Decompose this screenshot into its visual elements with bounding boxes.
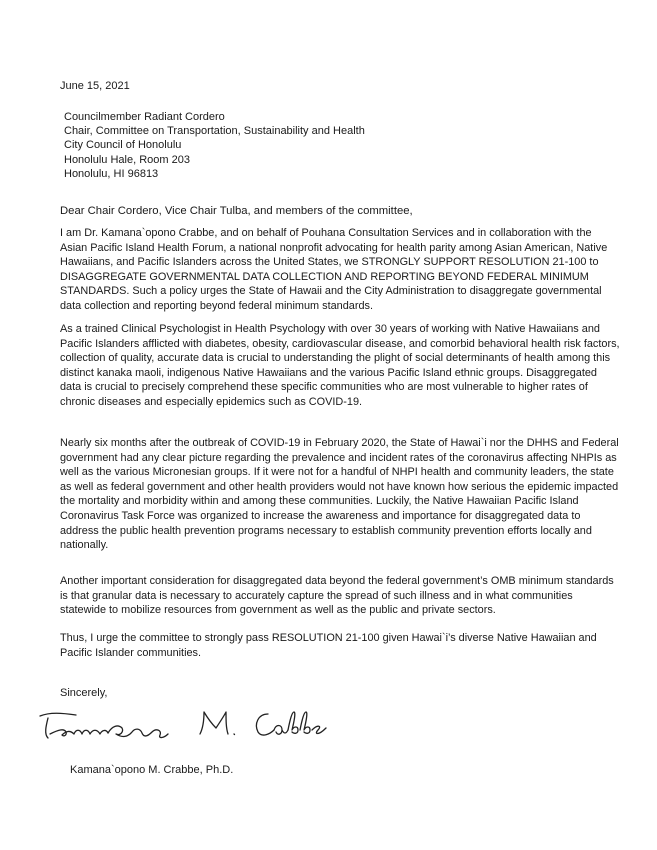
recipient-address xyxy=(64,110,624,181)
body-paragraph-2: As a trained Clinical Psychologist in Health Psychology with over 30 years of working with Native Hawaiians and Pacific Islanders afflicted with diabetes, obesity, cardiovascular disease, and comorbid behavioral health risk factors, collection of quality, accurate data is crucial to understanding the plight of social determinants of health among this distinct kanaka maoli, indigenous Native Hawaiians and the various Pacific Island ethnic groups. Disaggregated data is crucial to precisely comprehend these specific communities who are most vulnerable to higher rates of chronic diseases and especially epidemics such as COVID-19. xyxy=(60,323,620,408)
letter-date: June 15, 2021 xyxy=(60,80,130,92)
recipient-name: Councilmember Radiant Cordero xyxy=(64,111,225,123)
body-paragraph-5: Thus, I urge the committee to strongly pass RESOLUTION 21-100 given Hawai`i’s diverse Native Hawaiian and Pacific Islander communities. xyxy=(60,632,597,659)
salutation: Dear Chair Cordero, Vice Chair Tulba, and members of the committee, xyxy=(60,205,413,217)
handwritten-signature xyxy=(36,704,336,754)
recipient-building: Honolulu Hale, Room 203 xyxy=(64,153,190,166)
recipient-org: City Council of Honolulu xyxy=(64,139,182,152)
recipient-title: Chair, Committee on Transportation, Sustainability and Health xyxy=(64,125,365,138)
recipient-city: Honolulu, HI 96813 xyxy=(64,167,159,180)
body-paragraph-3: Nearly six months after the outbreak of COVID-19 in February 2020, the State of Hawai`i nor the DHHS and Federal government had any clear picture regarding the prevalence and incident rates of the coronavirus affecting NHPIs as well as the various Micronesian groups. If it were not for a handful of NHPI health and community leaders, the state as well as federal government and other health providers would not have known how serious the epidemic impacted the mortality and morbidity within and among these communities. Luckily, the Native Hawaiian Pacific Island Coronavirus Task Force was organized to increase the awareness and importance for disaggregated data to address the public health prevention programs necessary to establish community prevention efforts locally and nationally. xyxy=(60,437,619,552)
body-paragraph-4: Another important consideration for disaggregated data beyond the federal government’s OMB minimum standards is that granular data is necessary to accurately capture the spread of such illness and in what communities statewide to mobilize resources from government as well as the public and private sectors. xyxy=(60,575,614,617)
body-paragraph-1: I am Dr. Kamana`opono Crabbe, and on behalf of Pouhana Consultation Services and in collaboration with the Asian Pacific Island Health Forum, a national nonprofit advocating for health parity among Asian American, Native Hawaiians, and Pacific Islanders across the United States, we STRONGLY SUPPORT RESOLUTION 21-100 to DISAGGREGATE GOVERNMENTAL DATA COLLECTION AND REPORTING BEYOND FEDERAL MINIMUM STANDARDS. Such a policy urges the State of Hawaii and the City Administration to disaggregate governmental data collection and reporting beyond federal minimum standards. xyxy=(60,227,608,312)
closing: Sincerely, xyxy=(60,687,108,699)
signer-name: Kamana`opono M. Crabbe, Ph.D. xyxy=(70,764,234,776)
